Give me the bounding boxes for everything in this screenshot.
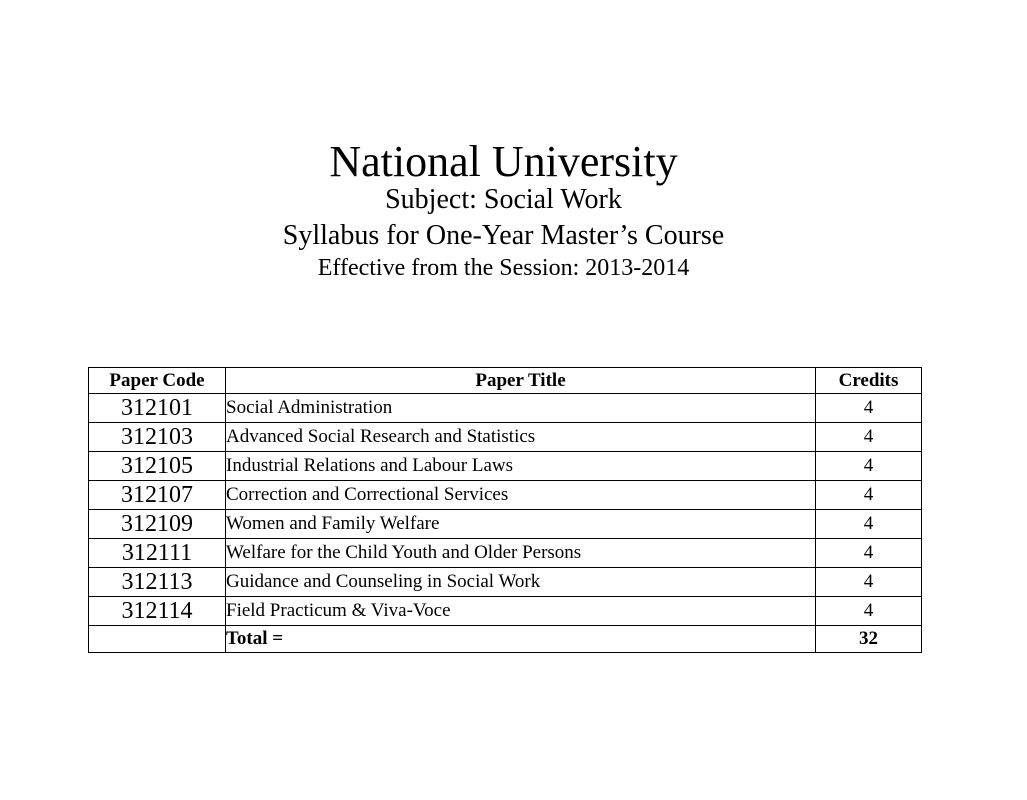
column-header-paper-code: Paper Code [89, 368, 226, 394]
total-row [89, 626, 922, 653]
total-empty-cell [89, 626, 226, 653]
credits-cell: 4 [816, 568, 922, 597]
column-header-paper-title: Paper Title [226, 368, 816, 394]
credits-cell: 4 [816, 452, 922, 481]
table-row [89, 568, 922, 597]
paper-code-cell: 312111 [89, 539, 226, 568]
credits-cell: 4 [816, 597, 922, 626]
paper-title-cell: Advanced Social Research and Statistics [226, 423, 816, 452]
table-row [89, 510, 922, 539]
credits-cell: 4 [816, 423, 922, 452]
paper-code-cell: 312107 [89, 481, 226, 510]
credits-cell: 4 [816, 394, 922, 423]
paper-title-cell: Guidance and Counseling in Social Work [226, 568, 816, 597]
syllabus-table [88, 367, 922, 653]
table-row [89, 539, 922, 568]
session-line: Effective from the Session: 2013-2014 [317, 255, 690, 281]
table-row [89, 481, 922, 510]
paper-title-cell: Women and Family Welfare [226, 510, 816, 539]
credits-cell: 4 [816, 510, 922, 539]
total-label: Total = [226, 626, 816, 653]
paper-title-cell: Correction and Correctional Services [226, 481, 816, 510]
paper-title-cell: Social Administration [226, 394, 816, 423]
course-line: Syllabus for One-Year Master’s Course [282, 220, 725, 251]
table-row [89, 423, 922, 452]
table-header-row [89, 368, 922, 394]
paper-title-cell: Industrial Relations and Labour Laws [226, 452, 816, 481]
total-credits: 32 [816, 626, 922, 653]
paper-title-cell: Field Practicum & Viva-Voce [226, 597, 816, 626]
table-row [89, 452, 922, 481]
subject-line: Subject: Social Work [385, 184, 622, 215]
credits-cell: 4 [816, 539, 922, 568]
paper-code-cell: 312114 [89, 597, 226, 626]
table-row [89, 394, 922, 423]
paper-code-cell: 312113 [89, 568, 226, 597]
document-title: National University [329, 137, 678, 186]
paper-code-cell: 312101 [89, 394, 226, 423]
paper-code-cell: 312109 [89, 510, 226, 539]
credits-cell: 4 [816, 481, 922, 510]
paper-code-cell: 312105 [89, 452, 226, 481]
column-header-credits: Credits [816, 368, 922, 394]
paper-title-cell: Welfare for the Child Youth and Older Persons [226, 539, 816, 568]
paper-code-cell: 312103 [89, 423, 226, 452]
table-row [89, 597, 922, 626]
